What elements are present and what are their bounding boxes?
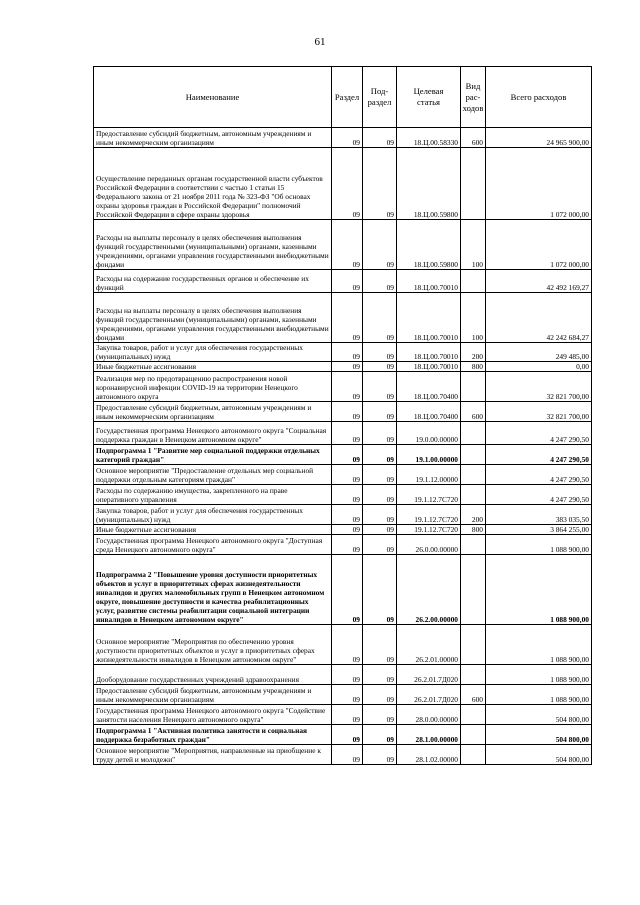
- row-name: Государственная программа Ненецкого автономного округа "Содействие занятости населения Ненецкого автономного округа": [94, 705, 332, 725]
- row-target: 19.1.12.7С720: [397, 525, 461, 535]
- row-section: 09: [332, 725, 363, 745]
- row-section: 09: [332, 505, 363, 525]
- row-subsection: 09: [363, 372, 397, 402]
- table-row: [94, 665, 592, 685]
- row-target: 18.Ц.00.59800: [397, 220, 461, 270]
- row-expense-type: [461, 535, 486, 555]
- row-name: Расходы на содержание государственных органов и обеспечение их функций: [94, 270, 332, 293]
- row-expense-type: 200: [461, 343, 486, 362]
- row-name: Иные бюджетные ассигнования: [94, 525, 332, 535]
- row-target: 18.Ц.00.70010: [397, 343, 461, 362]
- row-target: 19.1.00.00000: [397, 445, 461, 465]
- row-section: 09: [332, 148, 363, 220]
- row-target: 18.Ц.00.70400: [397, 402, 461, 422]
- table-body: [94, 128, 592, 765]
- table-row: [94, 535, 592, 555]
- row-section: 09: [332, 293, 363, 343]
- table-header-row: [94, 67, 592, 128]
- row-section: 09: [332, 343, 363, 362]
- row-name: Предоставление субсидий бюджетным, автономным учреждениям и иным некоммерческим организациям: [94, 128, 332, 148]
- row-section: 09: [332, 685, 363, 705]
- row-name: Предоставление субсидий бюджетным, автономным учреждениям и иным некоммерческим организациям: [94, 402, 332, 422]
- row-total: 383 035,50: [486, 505, 592, 525]
- col-header-name: Наименование: [94, 67, 332, 128]
- row-total: 0,00: [486, 362, 592, 372]
- table-row: [94, 293, 592, 343]
- row-target: 18.Ц.00.70400: [397, 372, 461, 402]
- row-target: 18.Ц.00.59800: [397, 148, 461, 220]
- row-total: 1 088 900,00: [486, 625, 592, 665]
- row-subsection: 09: [363, 128, 397, 148]
- table-row: [94, 343, 592, 362]
- row-subsection: 09: [363, 270, 397, 293]
- row-subsection: 09: [363, 220, 397, 270]
- row-section: 09: [332, 665, 363, 685]
- row-section: 09: [332, 445, 363, 465]
- row-name: Государственная программа Ненецкого автономного округа "Социальная поддержка граждан в Ненецком автономном округе": [94, 422, 332, 445]
- row-target: 18.Ц.00.70010: [397, 362, 461, 372]
- row-expense-type: 100: [461, 293, 486, 343]
- row-section: 09: [332, 362, 363, 372]
- row-section: 09: [332, 422, 363, 445]
- col-header-section: Раздел: [332, 67, 363, 128]
- row-total: 3 864 255,00: [486, 525, 592, 535]
- row-section: 09: [332, 535, 363, 555]
- row-total: 24 965 900,00: [486, 128, 592, 148]
- row-name: Основное мероприятие "Предоставление отдельных мер социальной поддержки отдельным категориям граждан": [94, 465, 332, 485]
- row-total: 32 821 700,00: [486, 372, 592, 402]
- row-target: 19.1.12.00000: [397, 465, 461, 485]
- table-row: [94, 148, 592, 220]
- row-total: 42 242 684,27: [486, 293, 592, 343]
- row-subsection: 09: [363, 422, 397, 445]
- table-row: [94, 685, 592, 705]
- row-subsection: 09: [363, 525, 397, 535]
- row-subsection: 09: [363, 362, 397, 372]
- page-number: 61: [314, 36, 326, 48]
- row-target: 18.Ц.00.58330: [397, 128, 461, 148]
- row-expense-type: [461, 705, 486, 725]
- row-expense-type: [461, 422, 486, 445]
- table-row: [94, 270, 592, 293]
- row-name: Расходы на выплаты персоналу в целях обеспечения выполнения функций государственными (муниципальными) органами, казенными учреждениями, органами управления государственными внебюджетными фондами: [94, 220, 332, 270]
- row-name: Расходы на выплаты персоналу в целях обеспечения выполнения функций государственными (муниципальными) органами, казенными учреждениями, органами управления государственными внебюджетными фондами: [94, 293, 332, 343]
- row-expense-type: [461, 270, 486, 293]
- row-expense-type: 600: [461, 402, 486, 422]
- row-target: 26.2.01.7Д020: [397, 685, 461, 705]
- row-subsection: 09: [363, 665, 397, 685]
- col-header-expense-type: Вид рас- ходов: [461, 67, 486, 128]
- col-header-subsection: Под- раздел: [363, 67, 397, 128]
- table-row: [94, 402, 592, 422]
- table-row: [94, 745, 592, 765]
- row-subsection: 09: [363, 745, 397, 765]
- row-subsection: 09: [363, 485, 397, 505]
- table-row: [94, 220, 592, 270]
- row-subsection: 09: [363, 725, 397, 745]
- row-target: 18.Ц.00.70010: [397, 293, 461, 343]
- budget-table: [93, 66, 592, 765]
- row-section: 09: [332, 525, 363, 535]
- table-row: [94, 128, 592, 148]
- row-expense-type: 100: [461, 220, 486, 270]
- col-header-target: Целевая статья: [397, 67, 461, 128]
- table-row: [94, 505, 592, 525]
- row-expense-type: 600: [461, 128, 486, 148]
- row-subsection: 09: [363, 505, 397, 525]
- row-subsection: 09: [363, 343, 397, 362]
- row-subsection: 09: [363, 293, 397, 343]
- row-name: Реализация мер по предотвращению распространения новой коронавирусной инфекции COVID-19 на территории Ненецкого автономного округа: [94, 372, 332, 402]
- row-expense-type: 600: [461, 685, 486, 705]
- row-expense-type: [461, 745, 486, 765]
- row-subsection: 09: [363, 555, 397, 625]
- row-section: 09: [332, 220, 363, 270]
- row-subsection: 09: [363, 148, 397, 220]
- row-total: 42 492 169,27: [486, 270, 592, 293]
- row-target: 28.0.00.00000: [397, 705, 461, 725]
- row-total: 504 800,00: [486, 705, 592, 725]
- row-target: 26.2.01.7Д020: [397, 665, 461, 685]
- row-total: 249 485,00: [486, 343, 592, 362]
- table-row: [94, 465, 592, 485]
- row-target: 26.0.00.00000: [397, 535, 461, 555]
- row-name: Подпрограмма 1 "Активная политика занятости и социальная поддержка безработных граждан": [94, 725, 332, 745]
- row-expense-type: [461, 148, 486, 220]
- row-expense-type: [461, 665, 486, 685]
- row-section: 09: [332, 625, 363, 665]
- row-section: 09: [332, 270, 363, 293]
- row-subsection: 09: [363, 402, 397, 422]
- row-total: 1 088 900,00: [486, 685, 592, 705]
- row-section: 09: [332, 402, 363, 422]
- row-subsection: 09: [363, 535, 397, 555]
- row-section: 09: [332, 372, 363, 402]
- row-section: 09: [332, 128, 363, 148]
- row-total: 32 821 700,00: [486, 402, 592, 422]
- row-target: 19.1.12.7С720: [397, 505, 461, 525]
- row-name: Основное мероприятие "Мероприятия, направленные на приобщение к труду детей и молодежи": [94, 745, 332, 765]
- table-row: [94, 525, 592, 535]
- row-expense-type: 800: [461, 525, 486, 535]
- row-total: 1 088 900,00: [486, 665, 592, 685]
- table-row: [94, 625, 592, 665]
- table-row: [94, 445, 592, 465]
- row-total: 1 088 900,00: [486, 555, 592, 625]
- row-expense-type: [461, 485, 486, 505]
- row-target: 19.0.00.00000: [397, 422, 461, 445]
- row-name: Осуществление переданных органам государственной власти субъектов Российской Федерации в соответствии с частью 1 статьи 15 Федерального закона от 21 ноября 2011 года № 323-ФЗ "Об основах охраны здоровья граждан в Российской Федерации" полномочий Российской Федерации в сфере охраны здоровья: [94, 148, 332, 220]
- row-expense-type: [461, 372, 486, 402]
- row-expense-type: 200: [461, 505, 486, 525]
- row-expense-type: [461, 555, 486, 625]
- row-name: Предоставление субсидий бюджетным, автономным учреждениям и иным некоммерческим организациям: [94, 685, 332, 705]
- table-row: [94, 422, 592, 445]
- row-target: 19.1.12.7С720: [397, 485, 461, 505]
- row-name: Дооборудование государственных учреждений здравоохранения: [94, 665, 332, 685]
- row-expense-type: [461, 445, 486, 465]
- row-section: 09: [332, 465, 363, 485]
- row-subsection: 09: [363, 685, 397, 705]
- table-row: [94, 725, 592, 745]
- row-total: 1 072 000,00: [486, 148, 592, 220]
- row-target: 26.2.00.00000: [397, 555, 461, 625]
- row-subsection: 09: [363, 465, 397, 485]
- row-expense-type: [461, 465, 486, 485]
- row-total: 504 800,00: [486, 725, 592, 745]
- table-row: [94, 362, 592, 372]
- row-section: 09: [332, 555, 363, 625]
- row-total: 4 247 290,50: [486, 422, 592, 445]
- col-header-total: Всего расходов: [486, 67, 592, 128]
- row-name: Подпрограмма 1 "Развитие мер социальной поддержки отдельных категорий граждан": [94, 445, 332, 465]
- table-row: [94, 372, 592, 402]
- table-row: [94, 705, 592, 725]
- row-name: Подпрограмма 2 "Повышение уровня доступности приоритетных объектов и услуг в приоритетных сферах жизнедеятельности инвалидов и других маломобильных групп в Ненецком автономном округе, повышение доступности и качества реабилитационных услуг, развитие системы реабилитации социальной интеграции инвалидов в Ненецком автономном округе": [94, 555, 332, 625]
- row-target: 26.2.01.00000: [397, 625, 461, 665]
- row-name: Государственная программа Ненецкого автономного округа "Доступная среда Ненецкого автономного округа": [94, 535, 332, 555]
- row-name: Закупка товаров, работ и услуг для обеспечения государственных (муниципальных) нужд: [94, 343, 332, 362]
- row-section: 09: [332, 745, 363, 765]
- table-row: [94, 555, 592, 625]
- row-expense-type: [461, 725, 486, 745]
- row-name: Основное мероприятие "Мероприятия по обеспечению уровня доступности приоритетных объектов и услуг в приоритетных сферах жизнедеятельности инвалидов в Ненецком автономном округе": [94, 625, 332, 665]
- row-total: 1 088 900,00: [486, 535, 592, 555]
- row-expense-type: [461, 625, 486, 665]
- row-total: 4 247 290,50: [486, 465, 592, 485]
- row-name: Расходы по содержанию имущества, закрепленного на праве оперативного управления: [94, 485, 332, 505]
- row-target: 28.1.02.00000: [397, 745, 461, 765]
- row-subsection: 09: [363, 625, 397, 665]
- row-section: 09: [332, 485, 363, 505]
- row-expense-type: 800: [461, 362, 486, 372]
- row-target: 18.Ц.00.70010: [397, 270, 461, 293]
- row-total: 1 072 000,00: [486, 220, 592, 270]
- row-name: Закупка товаров, работ и услуг для обеспечения государственных (муниципальных) нужд: [94, 505, 332, 525]
- row-total: 504 800,00: [486, 745, 592, 765]
- row-name: Иные бюджетные ассигнования: [94, 362, 332, 372]
- row-total: 4 247 290,50: [486, 485, 592, 505]
- row-section: 09: [332, 705, 363, 725]
- table-row: [94, 485, 592, 505]
- row-subsection: 09: [363, 705, 397, 725]
- row-target: 28.1.00.00000: [397, 725, 461, 745]
- row-subsection: 09: [363, 445, 397, 465]
- row-total: 4 247 290,50: [486, 445, 592, 465]
